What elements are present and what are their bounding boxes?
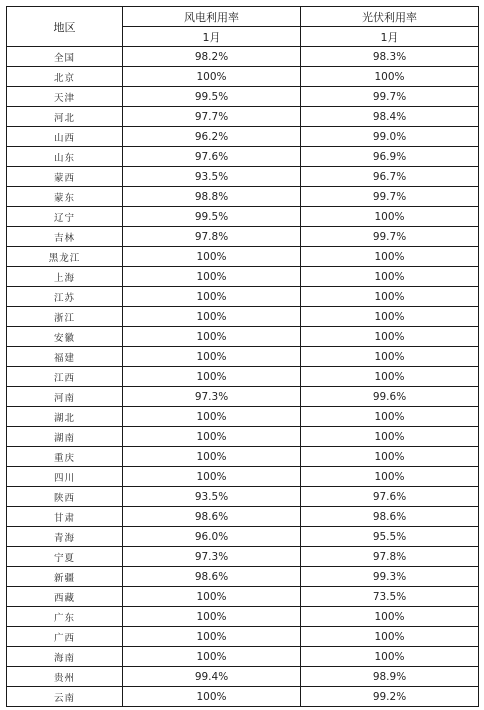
wind-utilization-cell: 96.2% [123, 127, 301, 147]
region-cell: 福建 [7, 347, 123, 367]
table-row [7, 687, 479, 707]
region-cell: 上海 [7, 267, 123, 287]
region-cell: 浙江 [7, 307, 123, 327]
table-row [7, 367, 479, 387]
region-cell: 安徽 [7, 327, 123, 347]
region-cell: 宁夏 [7, 547, 123, 567]
table-row [7, 427, 479, 447]
table-row [7, 667, 479, 687]
table-row [7, 267, 479, 287]
region-cell: 云南 [7, 687, 123, 707]
table-row [7, 327, 479, 347]
solar-utilization-cell: 100% [301, 287, 479, 307]
table-row [7, 627, 479, 647]
table-row [7, 647, 479, 667]
region-cell: 重庆 [7, 447, 123, 467]
wind-utilization-cell: 100% [123, 267, 301, 287]
wind-utilization-cell: 97.3% [123, 547, 301, 567]
solar-utilization-cell: 97.8% [301, 547, 479, 567]
wind-utilization-cell: 100% [123, 307, 301, 327]
wind-utilization-cell: 100% [123, 247, 301, 267]
table-row [7, 407, 479, 427]
wind-period-header: 1月 [123, 27, 301, 47]
region-cell: 四川 [7, 467, 123, 487]
region-cell: 北京 [7, 67, 123, 87]
solar-utilization-cell: 100% [301, 647, 479, 667]
solar-utilization-cell: 96.7% [301, 167, 479, 187]
wind-column-header: 风电利用率 [123, 7, 301, 27]
table-row [7, 527, 479, 547]
table-row [7, 467, 479, 487]
solar-utilization-cell: 99.0% [301, 127, 479, 147]
wind-utilization-cell: 99.4% [123, 667, 301, 687]
region-cell: 陕西 [7, 487, 123, 507]
solar-utilization-cell: 100% [301, 627, 479, 647]
table-body [7, 47, 479, 707]
solar-utilization-cell: 100% [301, 267, 479, 287]
wind-utilization-cell: 93.5% [123, 487, 301, 507]
region-cell: 广东 [7, 607, 123, 627]
wind-utilization-cell: 98.8% [123, 187, 301, 207]
region-cell: 全国 [7, 47, 123, 67]
table-row [7, 107, 479, 127]
region-column-header: 地区 [7, 7, 123, 47]
table-row [7, 607, 479, 627]
solar-utilization-cell: 100% [301, 427, 479, 447]
header-row [7, 7, 479, 27]
table-row [7, 247, 479, 267]
table-row [7, 127, 479, 147]
region-cell: 蒙西 [7, 167, 123, 187]
region-cell: 青海 [7, 527, 123, 547]
solar-utilization-cell: 100% [301, 207, 479, 227]
region-cell: 江西 [7, 367, 123, 387]
region-cell: 吉林 [7, 227, 123, 247]
wind-utilization-cell: 100% [123, 587, 301, 607]
region-cell: 贵州 [7, 667, 123, 687]
solar-period-header: 1月 [301, 27, 479, 47]
wind-utilization-cell: 99.5% [123, 87, 301, 107]
solar-utilization-cell: 100% [301, 407, 479, 427]
wind-utilization-cell: 96.0% [123, 527, 301, 547]
solar-utilization-cell: 100% [301, 347, 479, 367]
solar-utilization-cell: 95.5% [301, 527, 479, 547]
region-cell: 海南 [7, 647, 123, 667]
table-row [7, 287, 479, 307]
table-row [7, 487, 479, 507]
wind-utilization-cell: 100% [123, 347, 301, 367]
solar-utilization-cell: 98.6% [301, 507, 479, 527]
wind-utilization-cell: 99.5% [123, 207, 301, 227]
table-row [7, 387, 479, 407]
solar-utilization-cell: 98.4% [301, 107, 479, 127]
solar-utilization-cell: 99.6% [301, 387, 479, 407]
region-cell: 新疆 [7, 567, 123, 587]
solar-utilization-cell: 99.7% [301, 87, 479, 107]
wind-utilization-cell: 100% [123, 407, 301, 427]
wind-utilization-cell: 93.5% [123, 167, 301, 187]
wind-utilization-cell: 98.6% [123, 567, 301, 587]
solar-utilization-cell: 98.9% [301, 667, 479, 687]
wind-utilization-cell: 97.6% [123, 147, 301, 167]
solar-utilization-cell: 96.9% [301, 147, 479, 167]
wind-utilization-cell: 100% [123, 327, 301, 347]
wind-utilization-cell: 100% [123, 287, 301, 307]
table-row [7, 47, 479, 67]
table-row [7, 67, 479, 87]
wind-utilization-cell: 100% [123, 607, 301, 627]
solar-utilization-cell: 99.7% [301, 187, 479, 207]
wind-utilization-cell: 100% [123, 467, 301, 487]
wind-utilization-cell: 100% [123, 687, 301, 707]
table-row [7, 307, 479, 327]
solar-utilization-cell: 100% [301, 67, 479, 87]
table-row [7, 87, 479, 107]
solar-utilization-cell: 100% [301, 447, 479, 467]
solar-utilization-cell: 100% [301, 367, 479, 387]
region-cell: 西藏 [7, 587, 123, 607]
solar-utilization-cell: 100% [301, 307, 479, 327]
table-row [7, 547, 479, 567]
table-row [7, 207, 479, 227]
wind-utilization-cell: 97.3% [123, 387, 301, 407]
region-cell: 湖南 [7, 427, 123, 447]
region-cell: 天津 [7, 87, 123, 107]
table-row [7, 147, 479, 167]
table-row [7, 507, 479, 527]
table-row [7, 227, 479, 247]
solar-utilization-cell: 100% [301, 247, 479, 267]
solar-utilization-cell: 99.3% [301, 567, 479, 587]
region-cell: 河南 [7, 387, 123, 407]
solar-utilization-cell: 98.3% [301, 47, 479, 67]
table-row [7, 187, 479, 207]
solar-utilization-cell: 100% [301, 467, 479, 487]
wind-utilization-cell: 100% [123, 647, 301, 667]
table-row [7, 347, 479, 367]
region-cell: 山西 [7, 127, 123, 147]
wind-utilization-cell: 97.8% [123, 227, 301, 247]
region-cell: 江苏 [7, 287, 123, 307]
region-cell: 黑龙江 [7, 247, 123, 267]
solar-utilization-cell: 97.6% [301, 487, 479, 507]
solar-utilization-cell: 73.5% [301, 587, 479, 607]
wind-utilization-cell: 98.6% [123, 507, 301, 527]
solar-column-header: 光伏利用率 [301, 7, 479, 27]
wind-utilization-cell: 100% [123, 627, 301, 647]
wind-utilization-cell: 100% [123, 447, 301, 467]
wind-utilization-cell: 100% [123, 427, 301, 447]
table-row [7, 567, 479, 587]
solar-utilization-cell: 100% [301, 327, 479, 347]
wind-utilization-cell: 98.2% [123, 47, 301, 67]
table-row [7, 447, 479, 467]
utilization-table [6, 6, 479, 707]
region-cell: 湖北 [7, 407, 123, 427]
solar-utilization-cell: 99.7% [301, 227, 479, 247]
region-cell: 辽宁 [7, 207, 123, 227]
region-cell: 蒙东 [7, 187, 123, 207]
region-cell: 甘肃 [7, 507, 123, 527]
wind-utilization-cell: 97.7% [123, 107, 301, 127]
region-cell: 山东 [7, 147, 123, 167]
wind-utilization-cell: 100% [123, 367, 301, 387]
table-header [7, 7, 479, 47]
region-cell: 广西 [7, 627, 123, 647]
solar-utilization-cell: 100% [301, 607, 479, 627]
solar-utilization-cell: 99.2% [301, 687, 479, 707]
wind-utilization-cell: 100% [123, 67, 301, 87]
table-row [7, 587, 479, 607]
table-row [7, 167, 479, 187]
region-cell: 河北 [7, 107, 123, 127]
